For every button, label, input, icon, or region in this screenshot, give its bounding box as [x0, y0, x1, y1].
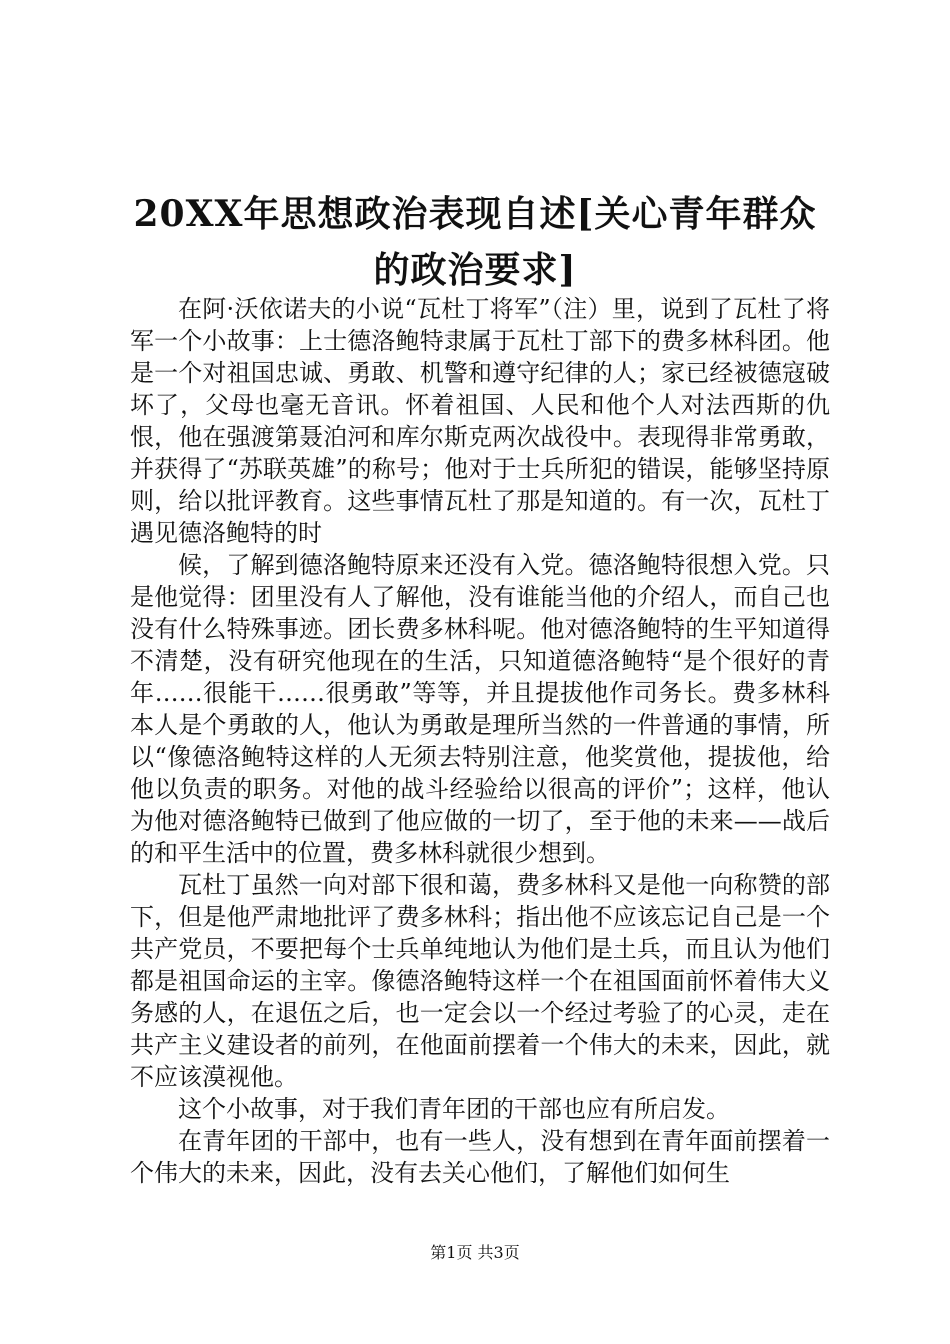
- paragraph-3: 瓦杜丁虽然一向对部下很和蔼，费多林科又是他一向称赞的部下，但是他严肃地批评了费多林科；指出他不应该忘记自己是一个共产党员，不要把每个士兵单纯地认为他们是土兵，而且认为他们都是祖国命运的主宰。像德洛鲍特这样一个在祖国面前怀着伟大义务感的人，在退伍之后，也一定会以一个经过考验了的心灵，走在共产主义建设者的前列，在他面前摆着一个伟大的未来，因此，就不应该漠视他。: [130, 871, 830, 1091]
- paragraph-1: 在阿·沃依诺夫的小说“瓦杜丁将军”（注）里，说到了瓦杜了将军一个小故事：上士德洛鲍特隶属于瓦杜丁部下的费多林科团。他是一个对祖国忠诚、勇敢、机警和遵守纪律的人；家已经被德寇破坏了，父母也毫无音讯。怀着祖国、人民和他个人对法西斯的仇恨，他在强渡第聂泊河和库尔斯克两次战役中。表现得非常勇敢，并获得了“苏联英雄”的称号；他对于士兵所犯的错误，能够坚持原则，给以批评教育。这些事情瓦杜了那是知道的。有一次，瓦杜丁遇见德洛鲍特的时: [130, 295, 830, 547]
- paragraph-5: 在青年团的干部中，也有一些人，没有想到在青年面前摆着一个伟大的未来，因此，没有去关心他们，了解他们如何生: [130, 1127, 830, 1187]
- paragraph-2: 候，了解到德洛鲍特原来还没有入党。德洛鲍特很想入党。只是他觉得：团里没有人了解他，没有谁能当他的介绍人，而自己也没有什么特殊事迹。团长费多林科呢。他对德洛鲍特的生平知道得不清楚，没有研究他现在的生活，只知道德洛鲍特“是个很好的青年……很能干……很勇敢”等等，并且提拔他作司务长。费多林科本人是个勇敢的人，他认为勇敢是理所当然的一件普通的事情，所以“像德洛鲍特这样的人无须去特别注意，他奖赏他，提拔他，给他以负责的职务。对他的战斗经验给以很高的评价”；这样，他认为他对德洛鲍特已做到了他应做的一切了，至于他的未来——战后的和平生活中的位置，费多林科就很少想到。: [130, 551, 830, 867]
- paragraph-4: 这个小故事，对于我们青年团的干部也应有所启发。: [178, 1095, 730, 1123]
- document-title: 20XX年思想政治表现自述[关心青年群众的政治要求]: [133, 193, 817, 291]
- page-footer: 第1页 共3页: [430, 1243, 520, 1262]
- document-body: [130, 293, 830, 1189]
